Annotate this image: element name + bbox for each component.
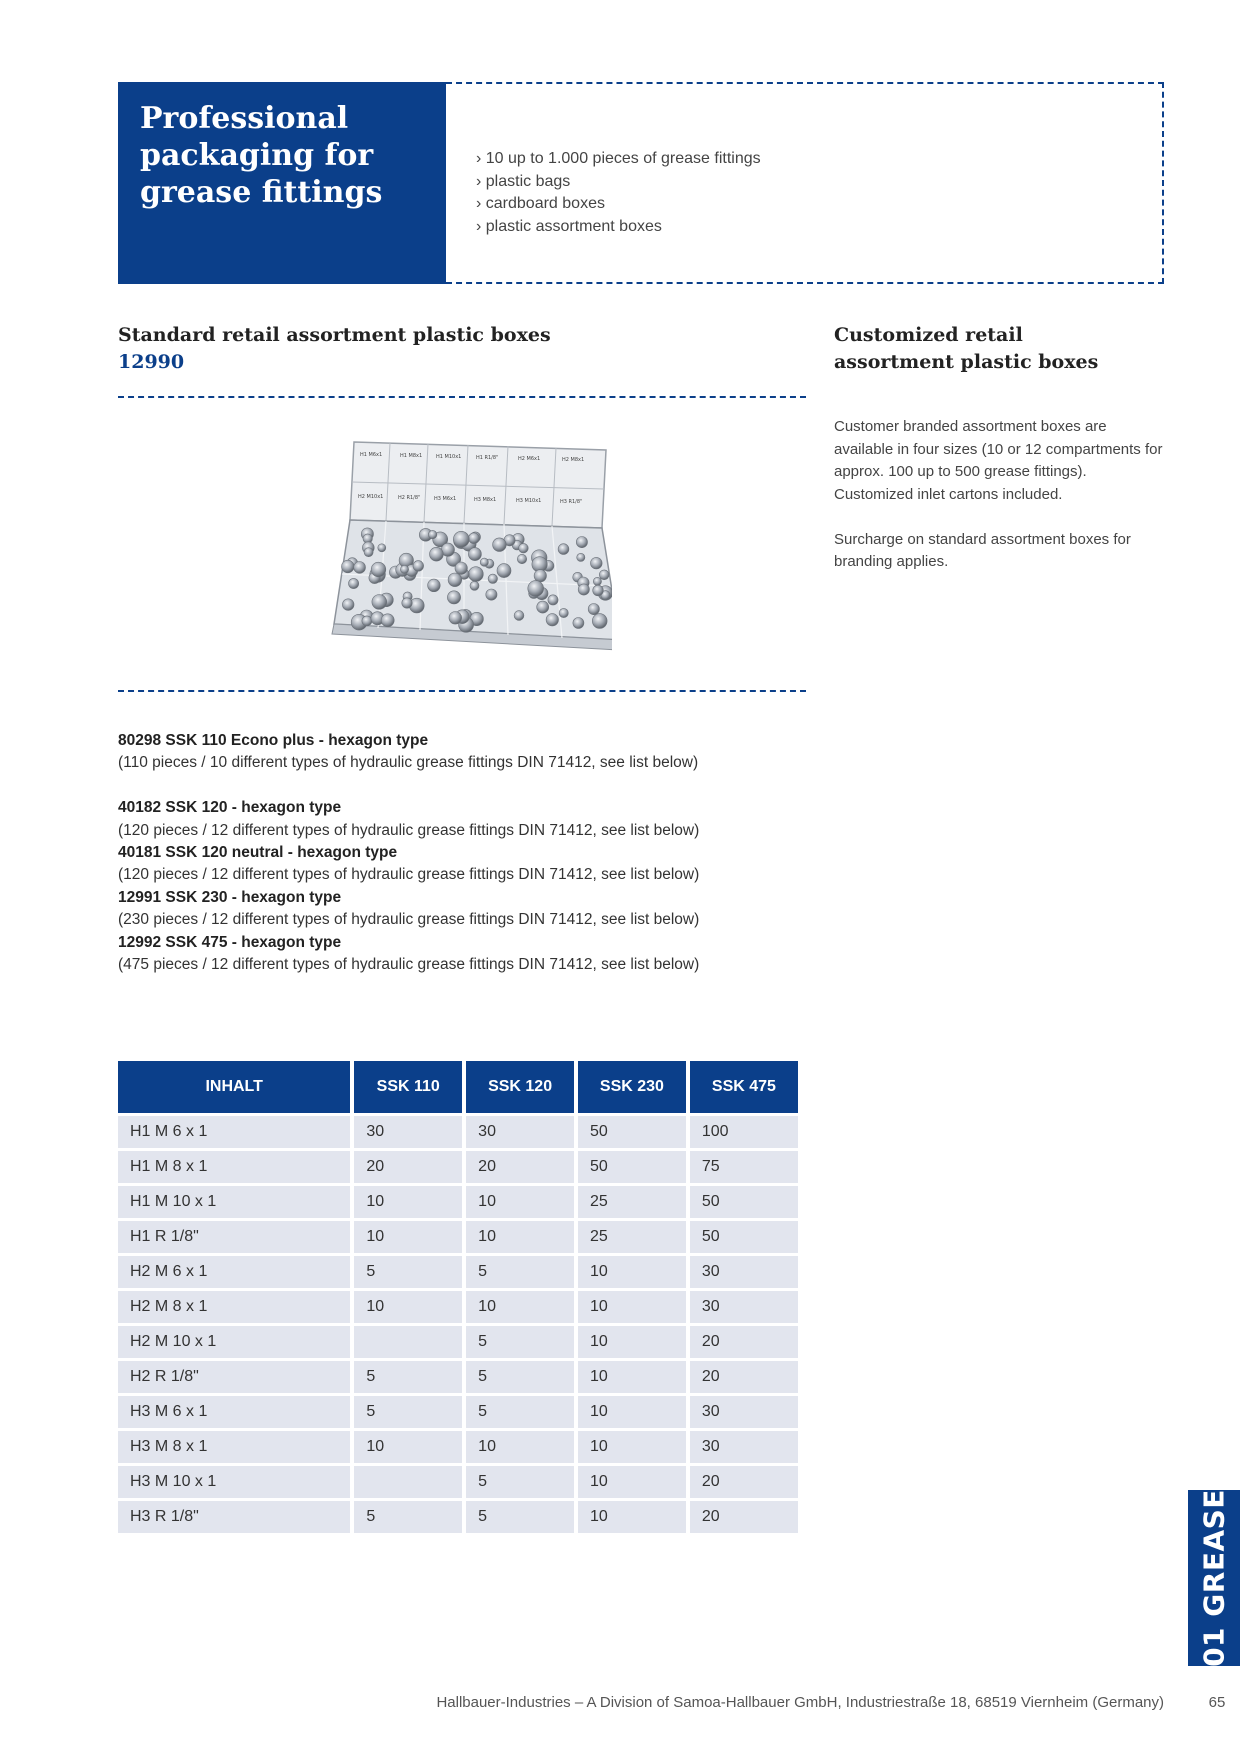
quantity-cell: 5 — [466, 1501, 574, 1533]
product-code: 80298 SSK 110 Econo plus - hexagon type — [118, 732, 429, 749]
quantity-cell: 75 — [690, 1151, 798, 1183]
hero-title-box — [118, 82, 446, 284]
quantity-cell: 50 — [690, 1221, 798, 1253]
quantity-cell: 5 — [354, 1396, 462, 1428]
quantity-cell: 10 — [578, 1501, 686, 1533]
table-row — [118, 1431, 798, 1463]
compartment-label: H2 M10x1 — [358, 494, 384, 500]
compartment-label: H1 R1/8" — [476, 455, 499, 461]
compartment-label: H1 M10x1 — [436, 454, 462, 460]
quantity-cell: 10 — [354, 1186, 462, 1218]
product-code: 40181 SSK 120 neutral - hexagon type — [118, 844, 398, 862]
fitting-type-cell: H3 M 6 x 1 — [118, 1396, 350, 1428]
quantity-cell: 10 — [578, 1256, 686, 1288]
compartment-label: H3 M6x1 — [434, 496, 457, 502]
quantity-cell: 10 — [466, 1221, 574, 1253]
quantity-cell: 5 — [466, 1256, 574, 1288]
compartment-label: H2 M6x1 — [518, 456, 541, 462]
product-desc: (475 pieces / 12 different types of hydraulic grease fittings DIN 71412, see list below) — [118, 956, 700, 974]
fitting-type-cell: H1 R 1/8" — [118, 1221, 350, 1253]
product-desc: (230 pieces / 12 different types of hydraulic grease fittings DIN 71412, see list below) — [118, 911, 700, 929]
quantity-cell: 25 — [578, 1221, 686, 1253]
quantity-cell: 5 — [354, 1501, 462, 1533]
compartment-label: H3 R1/8" — [560, 499, 583, 505]
product-item — [118, 730, 818, 775]
table-row — [118, 1291, 798, 1323]
quantity-cell: 10 — [578, 1361, 686, 1393]
table-header-cell: INHALT — [118, 1061, 350, 1113]
quantity-cell: 20 — [690, 1466, 798, 1498]
product-code: 12991 SSK 230 - hexagon type — [118, 888, 342, 906]
quantity-cell: 20 — [354, 1151, 462, 1183]
chapter-tab-label: 01 GREASE — [1197, 1489, 1231, 1667]
standard-heading — [118, 322, 818, 376]
fitting-type-cell: H2 M 6 x 1 — [118, 1256, 350, 1288]
product-list — [118, 730, 818, 976]
customized-heading — [834, 322, 1164, 376]
quantity-cell: 5 — [354, 1361, 462, 1393]
table-row — [118, 1186, 798, 1218]
feature-item: › plastic bags — [476, 171, 761, 194]
product-item — [118, 932, 818, 977]
quantity-cell: 10 — [578, 1326, 686, 1358]
customized-description — [834, 416, 1164, 596]
table-row — [118, 1221, 798, 1253]
quantity-cell: 25 — [578, 1186, 686, 1218]
assortment-box-image — [320, 436, 612, 668]
quantity-cell: 30 — [690, 1396, 798, 1428]
product-item — [118, 797, 818, 842]
standard-title: Standard retail assortment plastic boxes — [118, 324, 551, 346]
quantity-cell: 5 — [466, 1396, 574, 1428]
table-row — [118, 1501, 798, 1533]
fitting-type-cell: H3 M 10 x 1 — [118, 1466, 350, 1498]
quantity-cell: 5 — [466, 1326, 574, 1358]
quantity-cell: 50 — [578, 1151, 686, 1183]
customized-paragraph: Customer branded assortment boxes are available in four sizes (10 or 12 compartments for approx. 100 up to 500 grease fittings). Customized inlet cartons included. — [834, 418, 1163, 503]
page-title: Professional packaging for grease fittings — [140, 101, 383, 210]
table-header-cell: SSK 120 — [466, 1061, 574, 1113]
table-row — [118, 1396, 798, 1428]
feature-item: › 10 up to 1.000 pieces of grease fittings — [476, 148, 761, 171]
table-row — [118, 1151, 798, 1183]
fitting-type-cell: H3 R 1/8" — [118, 1501, 350, 1533]
product-desc: (110 pieces / 10 different types of hydraulic grease fittings DIN 71412, see list below) — [118, 754, 699, 772]
footer-address: Hallbauer-Industries – A Division of Samoa-Hallbauer GmbH, Industriestraße 18, 68519 Viernheim (Germany) — [436, 1694, 1164, 1711]
product-item — [118, 842, 818, 887]
compartment-label: H3 M8x1 — [474, 497, 497, 503]
feature-list — [476, 148, 761, 238]
fitting-type-cell: H1 M 6 x 1 — [118, 1116, 350, 1148]
table-header-cell: SSK 110 — [354, 1061, 462, 1113]
product-code: 12992 SSK 475 - hexagon type — [118, 933, 342, 951]
divider-bottom — [118, 690, 806, 692]
quantity-cell: 5 — [466, 1361, 574, 1393]
fitting-type-cell: H2 M 10 x 1 — [118, 1326, 350, 1358]
table-header-cell: SSK 475 — [690, 1061, 798, 1113]
table-row — [118, 1116, 798, 1148]
divider-top — [118, 396, 806, 398]
quantity-cell: 30 — [354, 1116, 462, 1148]
compartment-label: H2 R1/8" — [398, 495, 421, 501]
quantity-cell: 10 — [578, 1396, 686, 1428]
table-row — [118, 1256, 798, 1288]
fitting-type-cell: H1 M 10 x 1 — [118, 1186, 350, 1218]
quantity-cell: 20 — [690, 1326, 798, 1358]
chapter-tab — [1188, 1490, 1240, 1666]
fitting-type-cell: H2 M 8 x 1 — [118, 1291, 350, 1323]
compartment-label: H1 M6x1 — [360, 452, 383, 458]
feature-item: › cardboard boxes — [476, 193, 761, 216]
table-header-cell: SSK 230 — [578, 1061, 686, 1113]
compartment-label: H3 M10x1 — [516, 498, 542, 504]
quantity-cell: 10 — [466, 1431, 574, 1463]
quantity-cell: 30 — [466, 1116, 574, 1148]
quantity-cell: 50 — [578, 1116, 686, 1148]
compartment-label: H2 M8x1 — [562, 457, 585, 463]
fitting-type-cell: H3 M 8 x 1 — [118, 1431, 350, 1463]
quantity-cell: 10 — [466, 1291, 574, 1323]
quantity-cell: 5 — [466, 1466, 574, 1498]
quantity-cell — [354, 1326, 462, 1358]
quantity-cell: 100 — [690, 1116, 798, 1148]
standard-code: 12990 — [118, 351, 185, 373]
quantity-cell: 20 — [690, 1501, 798, 1533]
quantity-cell: 10 — [354, 1221, 462, 1253]
quantity-cell: 30 — [690, 1291, 798, 1323]
quantity-cell: 30 — [690, 1256, 798, 1288]
quantity-cell: 10 — [578, 1466, 686, 1498]
page-number: 65 — [1208, 1694, 1226, 1711]
table-body — [118, 1116, 798, 1533]
table-row — [118, 1326, 798, 1358]
hero-bullets-box — [446, 82, 1164, 284]
product-desc: (120 pieces / 12 different types of hydraulic grease fittings DIN 71412, see list below) — [118, 821, 700, 839]
quantity-cell: 10 — [578, 1431, 686, 1463]
quantity-cell: 10 — [354, 1431, 462, 1463]
quantity-cell — [354, 1466, 462, 1498]
product-desc: (120 pieces / 12 different types of hydraulic grease fittings DIN 71412, see list below) — [118, 866, 700, 884]
customized-title-line: Customized retail — [834, 324, 1023, 346]
quantity-cell: 20 — [690, 1361, 798, 1393]
table-header-row — [118, 1061, 798, 1113]
customized-paragraph: Surcharge on standard assortment boxes for branding applies. — [834, 530, 1131, 570]
product-code: 40182 SSK 120 - hexagon type — [118, 799, 342, 817]
product-item — [118, 887, 818, 932]
table-row — [118, 1361, 798, 1393]
quantity-cell: 10 — [354, 1291, 462, 1323]
table-row — [118, 1466, 798, 1498]
quantity-cell: 5 — [354, 1256, 462, 1288]
fitting-type-cell: H1 M 8 x 1 — [118, 1151, 350, 1183]
quantity-cell: 10 — [578, 1291, 686, 1323]
customized-title-line: assortment plastic boxes — [834, 351, 1099, 373]
contents-table — [114, 1058, 802, 1536]
quantity-cell: 50 — [690, 1186, 798, 1218]
quantity-cell: 10 — [466, 1186, 574, 1218]
quantity-cell: 30 — [690, 1431, 798, 1463]
feature-item: › plastic assortment boxes — [476, 216, 761, 239]
fitting-type-cell: H2 R 1/8" — [118, 1361, 350, 1393]
quantity-cell: 20 — [466, 1151, 574, 1183]
compartment-label: H1 M8x1 — [400, 453, 423, 459]
